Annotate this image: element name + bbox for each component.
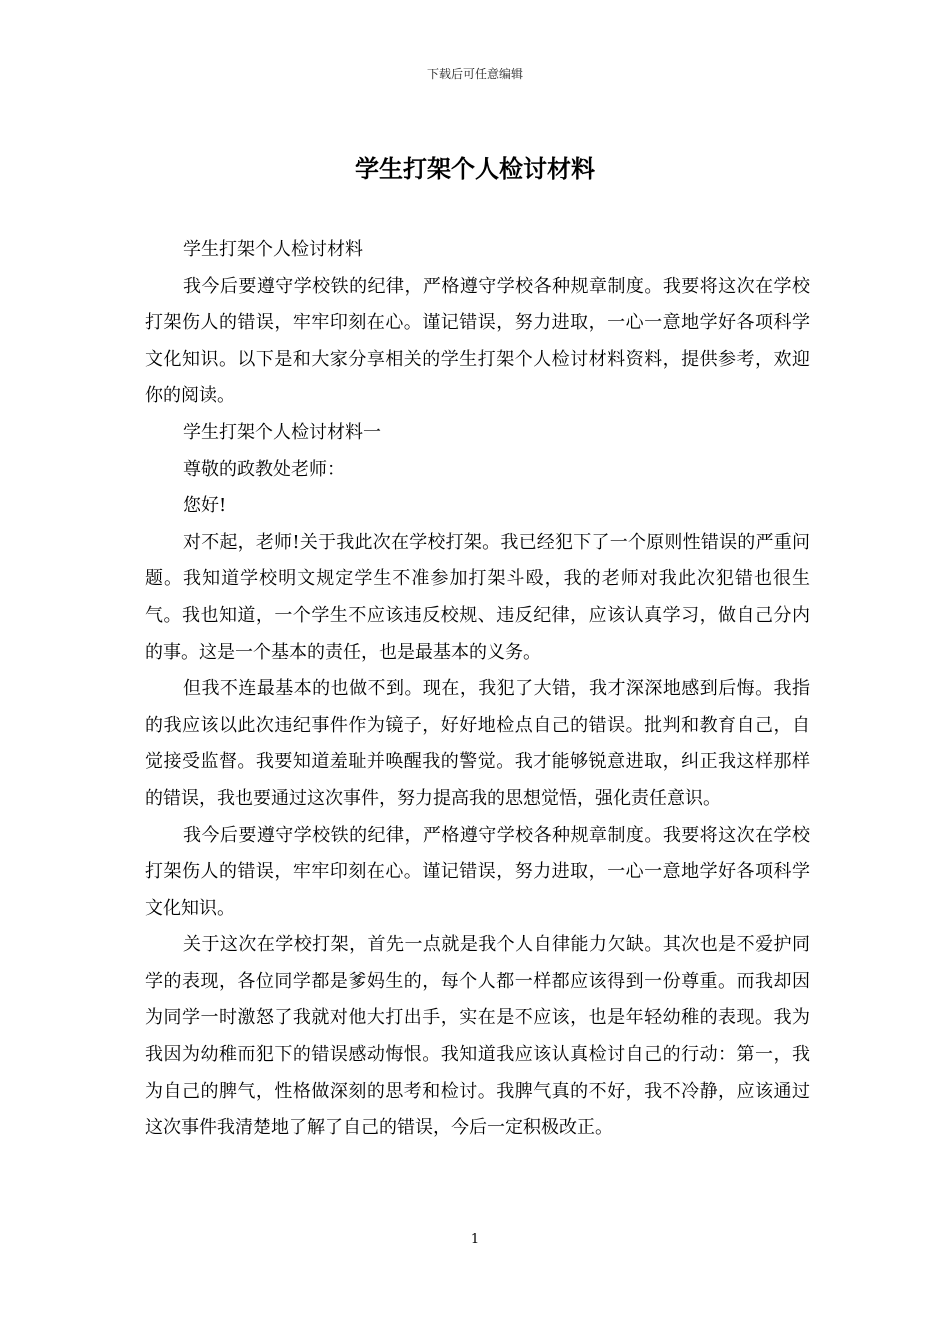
page-number: 1	[470, 1232, 480, 1247]
paragraph-intro: 我今后要遵守学校铁的纪律，严格遵守学校各种规章制度。我要将这次在学校打架伤人的错误，牢牢印刻在心。谨记错误，努力进取，一心一意地学好各项科学文化知识。以下是和大家分享相关的学生打架个人检讨材料资料，提供参考，欢迎你的阅读。	[145, 275, 810, 407]
document-title: 学生打架个人检讨材料	[355, 154, 595, 183]
paragraph-body-3: 我今后要遵守学校铁的纪律，严格遵守学校各种规章制度。我要将这次在学校打架伤人的错误，牢牢印刻在心。谨记错误，努力进取，一心一意地学好各项科学文化知识。	[145, 824, 810, 919]
paragraph-body-1: 对不起，老师!关于我此次在学校打架。我已经犯下了一个原则性错误的严重问题。我知道学校明文规定学生不准参加打架斗殴，我的老师对我此次犯错也很生气。我也知道，一个学生不应该违反校规、违反纪律，应该认真学习，做自己分内的事。这是一个基本的责任，也是最基本的义务。	[145, 531, 810, 663]
paragraph-body-2: 但我不连最基本的也做不到。现在，我犯了大错，我才深深地感到后悔。我指的我应该以此次违纪事件作为镜子，好好地检点自己的错误。批判和教育自己，自觉接受监督。我要知道羞耻并唤醒我的警觉。我才能够锐意进取，纠正我这样那样的错误，我也要通过这次事件，努力提高我的思想觉悟，强化责任意识。	[145, 678, 810, 809]
document-body	[145, 232, 810, 1147]
paragraph-greeting: 您好!	[183, 495, 227, 517]
paragraph-salutation: 尊敬的政教处老师：	[183, 458, 345, 480]
paragraph-section-heading: 学生打架个人检讨材料一	[183, 421, 381, 443]
header-note: 下载后可任意编辑	[426, 67, 523, 81]
paragraph-body-4: 关于这次在学校打架，首先一点就是我个人自律能力欠缺。其次也是不爱护同学的表现，各位同学都是爹妈生的，每个人都一样都应该得到一份尊重。而我却因为同学一时激怒了我就对他大打出手，实在是不应该，也是年轻幼稚的表现。我为我因为幼稚而犯下的错误感动悔恨。我知道我应该认真检讨自己的行动：第一，我为自己的脾气，性格做深刻的思考和检讨。我脾气真的不好，我不冷静，应该通过这次事件我清楚地了解了自己的错误，今后一定积极改正。	[145, 934, 810, 1139]
paragraph-subtitle: 学生打架个人检讨材料	[183, 239, 363, 260]
